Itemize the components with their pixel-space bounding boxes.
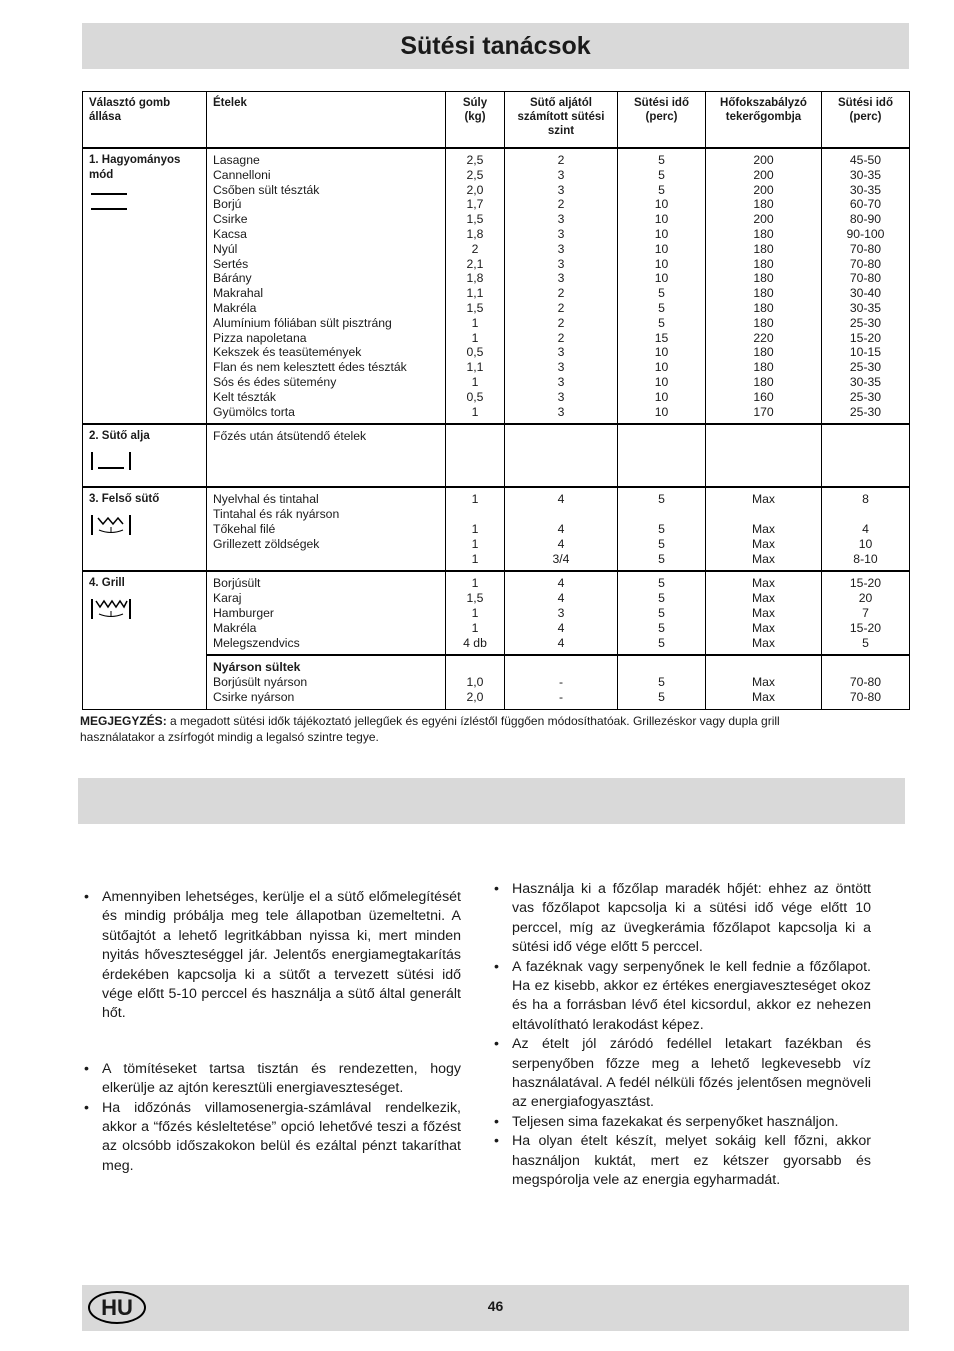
preheat-cell-value: 5: [658, 153, 665, 167]
foods-cell: [207, 148, 446, 424]
level-cell-value: 2: [557, 315, 565, 330]
temp-cell-value: 170: [753, 404, 774, 419]
weight-cell-value: 1: [471, 605, 479, 620]
weight-cell: [446, 487, 505, 571]
bullet-icon: •: [84, 1060, 89, 1077]
foods-cell-value: Borjúsült nyárson: [213, 675, 308, 690]
weight-cell-value: 1: [471, 536, 479, 551]
level-cell-value: 3/4: [552, 551, 570, 566]
time-cell-value: 15-20: [849, 330, 882, 345]
time-cell: [822, 424, 910, 487]
preheat-cell: [618, 655, 706, 709]
preheat-cell-value: 5: [658, 492, 665, 507]
preheat-cell-value: 10: [654, 197, 669, 212]
weight-cell-value: 2,1: [466, 256, 484, 271]
subgroup-heading: Nyárson sültek: [213, 660, 301, 675]
foods-cell: [207, 487, 446, 571]
preheat-cell-value: 5: [658, 689, 665, 704]
title-bar: [82, 23, 909, 69]
list-item: [82, 1060, 461, 1099]
time-cell-value: 30-35: [849, 182, 882, 197]
preheat-cell-value: 5: [658, 536, 665, 551]
level-cell-value: 3: [557, 167, 565, 182]
time-cell-value: 30-35: [849, 167, 882, 182]
tips-list-2: [82, 1060, 461, 1176]
page-title: Sütési tanácsok: [400, 31, 591, 60]
bullet-icon: •: [84, 1099, 89, 1116]
weight-cell-value: 1,8: [466, 271, 484, 286]
tips-list-1: [82, 888, 461, 1024]
preheat-cell: [618, 424, 706, 487]
level-cell-value: 4: [557, 576, 565, 591]
time-cell-value: 70-80: [849, 689, 882, 704]
header-mode: Választó gomb állása: [83, 92, 207, 149]
bullet-icon: •: [494, 1133, 499, 1150]
level-cell-value: 2: [557, 330, 565, 345]
level-cell: [505, 148, 618, 424]
preheat-cell: [618, 487, 706, 571]
preheat-cell-value: 5: [658, 167, 665, 182]
level-cell-value: 3: [557, 271, 565, 286]
preheat-cell-value: 5: [658, 591, 665, 606]
bullet-icon: •: [494, 1036, 499, 1053]
time-cell-value: 25-30: [849, 360, 882, 375]
preheat-cell-value: 5: [658, 605, 665, 620]
weight-cell-value: 1,0: [466, 675, 484, 690]
temp-cell-value: Max: [751, 521, 776, 536]
list-item-text: Teljesen sima fazekakat és serpenyőket használjon.: [512, 1113, 839, 1130]
weight-cell-value: 2,0: [466, 689, 484, 704]
temp-cell-value: Max: [751, 605, 776, 620]
foods-cell-value: Melegszendvics: [213, 635, 300, 650]
level-cell-value: 3: [557, 256, 565, 271]
time-cell-value: 8: [862, 492, 869, 507]
list-item: [492, 958, 871, 1036]
level-cell-value: 3: [557, 182, 565, 197]
time-cell-value: 15-20: [849, 576, 882, 591]
weight-cell-value: 1: [471, 330, 479, 345]
time-cell-value: 10-15: [849, 345, 882, 360]
foods-cell-value: Cannelloni: [213, 167, 271, 182]
temp-cell-value: Max: [751, 689, 776, 704]
mode-label: 1. Hagyományos mód: [89, 154, 181, 181]
list-item: [82, 888, 461, 1024]
foods-cell-value: Gyümölcs torta: [213, 404, 295, 419]
foods-cell-value: Bárány: [213, 271, 252, 286]
weight-cell-value: 1,8: [466, 226, 484, 241]
temp-cell: [706, 424, 822, 487]
level-cell-value: [511, 660, 611, 675]
time-cell: [822, 148, 910, 424]
preheat-cell-value: 5: [658, 315, 665, 330]
temp-cell-value: Max: [751, 620, 776, 635]
time-cell-value: 80-90: [849, 212, 882, 227]
bottom-heat-icon: [89, 450, 200, 476]
temp-cell-value: 220: [753, 330, 774, 345]
top-grill-icon: [89, 513, 200, 541]
foods-cell-value: Karaj: [213, 591, 242, 606]
temp-cell-value: Max: [751, 576, 776, 591]
header-weight: Súly (kg): [446, 92, 505, 149]
language-badge: HU: [88, 1291, 146, 1324]
time-cell-value: 30-40: [849, 286, 882, 301]
level-cell-value: 2: [557, 286, 565, 301]
temp-cell-value: Max: [751, 635, 776, 650]
level-cell-value: 4: [557, 521, 565, 536]
level-cell-value: -: [558, 689, 564, 704]
weight-cell: [446, 148, 505, 424]
weight-cell: [446, 655, 505, 709]
temp-cell-value: Max: [751, 551, 776, 566]
time-cell-value: 4: [862, 521, 869, 536]
foods-cell-value: Grillezett zöldségek: [213, 536, 320, 551]
preheat-cell-value: 10: [654, 241, 669, 256]
level-cell-value: 3: [557, 389, 565, 404]
foods-cell-value: Hamburger: [213, 605, 274, 620]
foods-cell-value: Sós és édes sütemény: [213, 374, 337, 389]
level-cell: [505, 655, 618, 709]
temp-cell-value: 180: [753, 374, 774, 389]
list-item: [492, 1035, 871, 1113]
note: [80, 713, 840, 745]
preheat-cell-value: 5: [658, 182, 665, 197]
time-cell-value: 70-80: [849, 675, 882, 690]
foods-cell-value: Makréla: [213, 620, 257, 635]
temp-cell-value: 180: [753, 345, 774, 360]
foods-cell-value: Csőben sült tészták: [213, 182, 320, 197]
weight-cell-value: 1,1: [466, 360, 484, 375]
weight-cell-value: 2,0: [466, 182, 484, 197]
temp-cell-value: 180: [753, 360, 774, 375]
note-label: MEGJEGYZÉS:: [80, 714, 167, 728]
bullet-icon: •: [494, 1113, 499, 1130]
temp-cell-value: 180: [753, 286, 774, 301]
header-foods: Ételek: [207, 92, 446, 149]
foods-cell-value: Borjú: [213, 197, 242, 212]
weight-cell-value: 1,5: [466, 300, 484, 315]
conventional-mode-icon: [89, 189, 200, 217]
weight-cell-value: 1: [471, 551, 479, 566]
temp-cell-value: 200: [753, 212, 774, 227]
temp-cell-value: 180: [753, 315, 774, 330]
list-item: [492, 1132, 871, 1190]
weight-cell-value: 1: [471, 315, 479, 330]
weight-cell-value: 1,7: [466, 197, 484, 212]
weight-cell-value: 1: [471, 521, 479, 536]
level-cell-value: 2: [557, 197, 565, 212]
list-item-text: Az ételt jól záródó fedéllel letakart fazékban és serpenyőben főzze meg a lehető legkevesebb víz használatával. A fedél nélküli főzés jelentősen megnöveli az energiafogyasztást.: [512, 1036, 871, 1111]
time-cell-value: 30-35: [849, 300, 882, 315]
level-cell-value: 4: [557, 591, 565, 606]
mode-cell: [83, 487, 207, 571]
note-text: a megadott sütési idők tájékoztató jellegűek és egyéni ízléstől függően módosíthatóak. Grillezéskor vagy dupla grill használatakor a zsírfogót mindig a legalsó szintre tegye.: [80, 714, 780, 744]
preheat-cell-value: 10: [654, 256, 669, 271]
foods-cell-value: Makrahal: [213, 286, 264, 301]
time-cell-value: 7: [862, 605, 869, 620]
time-cell-value: [828, 660, 903, 675]
weight-cell-value: 2,5: [466, 153, 484, 167]
temp-cell-value: 200: [753, 167, 774, 182]
weight-cell-value: 1: [471, 404, 479, 419]
foods-cell-value: Alumínium fóliában sült pisztráng: [213, 315, 392, 330]
foods-cell: [207, 655, 446, 709]
time-cell-value: 70-80: [849, 241, 882, 256]
level-cell-value: 3: [557, 360, 565, 375]
weight-cell: [446, 424, 505, 487]
mode-label: 3. Felső sütő: [89, 493, 160, 506]
level-cell: [505, 571, 618, 655]
foods-cell-value: Flan és nem kelesztett édes tészták: [213, 360, 407, 375]
time-cell-value: 25-30: [849, 389, 882, 404]
cooking-table: [82, 91, 910, 710]
temp-cell-value: 180: [753, 241, 774, 256]
time-cell-value: 60-70: [849, 197, 882, 212]
mode-cell: [83, 148, 207, 424]
foods-cell-value: Sertés: [213, 256, 249, 271]
preheat-cell-value: 10: [654, 404, 669, 419]
right-tips-column: [492, 880, 871, 1191]
preheat-cell-value: 10: [654, 374, 669, 389]
level-cell-value: 4: [557, 620, 565, 635]
time-cell-value: 45-50: [849, 153, 882, 167]
temp-cell-value: 180: [753, 197, 774, 212]
time-cell-value: 10: [858, 536, 873, 551]
time-cell-value: 25-30: [849, 404, 882, 419]
weight-cell-value: 1,5: [466, 591, 484, 606]
time-cell-value: 90-100: [846, 226, 885, 241]
temp-cell: [706, 655, 822, 709]
temp-cell-value: 180: [753, 300, 774, 315]
level-cell-value: 4: [557, 536, 565, 551]
table-row: [83, 487, 910, 571]
weight-cell-value: 0,5: [466, 345, 484, 360]
list-item-text: Amennyiben lehetséges, kerülje el a sütő előmelegítését és mindig próbálja meg tele állapotban üzemeltetni. A sütőajtót a lehető legritkábban nyissa ki, mert minden nyitás hőveszteséggel jár. Jelentős energiamegtakarítás érdekében kapcsolja ki a sütőt a tervezett sütési idő vége előtt 5-10 perccel és használja a sütő által generált hőt.: [102, 889, 461, 1022]
preheat-cell-value: 5: [658, 620, 665, 635]
table-row: [83, 148, 910, 424]
header-thermostat: Hőfokszabályzó tekerőgombja: [706, 92, 822, 149]
level-cell-value: 2: [557, 300, 565, 315]
weight-cell-value: 4 db: [463, 635, 487, 650]
temp-cell-value: Max: [751, 492, 776, 507]
foods-cell-value: Csirke nyárson: [213, 689, 295, 704]
time-cell-value: 70-80: [849, 271, 882, 286]
time-cell-value: 15-20: [849, 620, 882, 635]
header-preheat: Sütési idő (perc): [618, 92, 706, 149]
foods-cell-value: Nyúl: [213, 241, 238, 256]
double-grill-icon: [89, 597, 200, 625]
weight-cell-value: 1: [471, 576, 479, 591]
preheat-cell-value: 5: [658, 635, 665, 650]
preheat-cell-value: 5: [658, 521, 665, 536]
time-cell-value: 8-10: [853, 551, 878, 566]
footer-bar: [82, 1285, 909, 1331]
level-cell-value: 3: [557, 345, 565, 360]
weight-cell-value: 1: [471, 620, 479, 635]
level-cell-value: 4: [557, 492, 565, 507]
mode-label: 2. Sütő alja: [89, 430, 150, 443]
preheat-cell-value: 10: [654, 360, 669, 375]
list-item-text: A tömítéseket tartsa tisztán és rendezetten, hogy elkerülje az ajtón keresztüli energiaveszteséget.: [102, 1060, 461, 1097]
temp-cell: [706, 487, 822, 571]
mode-cell: [83, 571, 207, 709]
weight-cell-value: [452, 507, 498, 522]
weight-cell-value: 0,5: [466, 389, 484, 404]
weight-cell: [446, 571, 505, 655]
time-cell-value: 5: [862, 635, 869, 650]
foods-cell-value: Makréla: [213, 300, 257, 315]
page-number: 46: [487, 1298, 504, 1314]
level-cell-value: 2: [557, 153, 565, 167]
temp-cell-value: Max: [751, 675, 776, 690]
list-item: [492, 1113, 871, 1132]
temp-cell-value: Max: [751, 591, 776, 606]
level-cell-value: -: [558, 675, 564, 690]
weight-cell-value: 1,5: [466, 212, 484, 227]
table-row: [83, 571, 910, 655]
preheat-cell-value: 15: [654, 330, 669, 345]
foods-cell-value: Kelt tészták: [213, 389, 276, 404]
foods-cell-value: Kekszek és teasütemények: [213, 345, 362, 360]
preheat-cell-value: 5: [658, 551, 665, 566]
preheat-cell-value: 10: [654, 271, 669, 286]
level-cell-value: 3: [557, 241, 565, 256]
tips-list-3: [492, 880, 871, 1191]
time-cell-value: 25-30: [849, 315, 882, 330]
list-item-text: Használja ki a főzőlap maradék hőjét: ehhez az öntött vas főzőlapot kapcsolja ki a sütési idő vége előtt 10 perccel, míg az üvegkerámia főzőlapot kapcsolja ki a sütési idő vége előtt 5 perccel.: [512, 881, 871, 956]
level-cell-value: [511, 507, 611, 522]
list-item-text: Ha olyan ételt készít, melyet sokáig kell főzni, akkor használjon kuktát, mert ez kétszer gyorsabb és megspórolja vele az energia egyharmadát.: [512, 1133, 871, 1189]
preheat-cell-value: 5: [658, 576, 665, 591]
foods-cell-value: Csirke: [213, 212, 248, 227]
preheat-cell-value: 10: [654, 389, 669, 404]
level-cell-value: 3: [557, 605, 565, 620]
time-cell-value: 30-35: [849, 374, 882, 389]
foods-cell-value: Pizza napoletana: [213, 330, 307, 345]
preheat-cell-value: 10: [654, 345, 669, 360]
foods-cell-value: Borjúsült: [213, 576, 261, 591]
time-cell-value: 70-80: [849, 256, 882, 271]
preheat-cell-value: 5: [658, 300, 665, 315]
temp-cell-value: 180: [753, 256, 774, 271]
temp-cell: [706, 148, 822, 424]
level-cell: [505, 424, 618, 487]
bullet-icon: •: [494, 881, 499, 897]
foods-cell-value: Főzés után átsütendő ételek: [213, 429, 367, 444]
left-tips-column: [82, 888, 461, 1176]
header-level: Sütő aljától számított sütési szint: [505, 92, 618, 149]
mode-cell: [83, 424, 207, 487]
time-cell-value: [828, 507, 903, 522]
temp-cell: [706, 571, 822, 655]
foods-cell-value: Lasagne: [213, 153, 260, 167]
bullet-icon: •: [494, 958, 499, 975]
table-row: [83, 424, 910, 487]
table-row: [83, 655, 910, 709]
temp-cell-value: [712, 507, 815, 522]
bullet-icon: •: [84, 889, 89, 905]
weight-cell-value: 2,5: [466, 167, 484, 182]
level-cell-value: 3: [557, 226, 565, 241]
foods-cell: [207, 424, 446, 487]
foods-cell-value: Nyelvhal és tintahal: [213, 492, 319, 507]
time-cell: [822, 655, 910, 709]
temp-cell-value: 200: [753, 182, 774, 197]
level-cell-value: 3: [557, 374, 565, 389]
weight-cell-value: 2: [471, 241, 479, 256]
preheat-cell-value: [624, 660, 699, 675]
foods-cell-value: Tintahal és rák nyárson: [213, 507, 340, 522]
weight-cell-value: 1,1: [466, 286, 484, 301]
preheat-cell: [618, 148, 706, 424]
list-item-text: A fazéknak vagy serpenyőnek le kell fednie a főzőlapot. Ha ez kisebb, akkor ez értékes energiaveszteséget okoz és ha a forrásban lévő étel kicsordul, akkor ez nehezen eltávolítható lerakodást képez.: [512, 958, 871, 1033]
foods-cell-value: Tőkehal filé: [213, 521, 276, 536]
temp-cell-value: 180: [753, 271, 774, 286]
foods-cell-value: Kacsa: [213, 226, 247, 241]
list-item: [492, 880, 871, 958]
level-cell-value: 4: [557, 635, 565, 650]
temp-cell-value: Max: [751, 536, 776, 551]
time-cell-value: 20: [858, 591, 873, 606]
preheat-cell-value: 10: [654, 212, 669, 227]
temp-cell-value: 160: [753, 389, 774, 404]
table-header-row: [83, 92, 910, 149]
preheat-cell-value: [624, 507, 699, 522]
preheat-cell-value: 10: [654, 226, 669, 241]
header-time: Sütési idő (perc): [822, 92, 910, 149]
preheat-cell-value: 5: [658, 675, 665, 690]
weight-cell-value: 1: [471, 492, 479, 507]
temp-cell-value: 200: [753, 153, 774, 167]
weight-cell-value: 1: [471, 374, 479, 389]
list-item-text: Ha időzónás villamosenergia-számlával rendelkezik, akkor a “főzés késleltetése” opció lehetővé teszi a főzést az olcsóbb időszakokon belül és ezáltal pénzt takaríthat meg.: [102, 1099, 461, 1174]
weight-cell-value: [452, 660, 498, 675]
level-cell-value: 3: [557, 212, 565, 227]
preheat-cell-value: 5: [658, 286, 665, 301]
level-cell-value: 3: [557, 404, 565, 419]
level-cell: [505, 487, 618, 571]
foods-cell: [207, 571, 446, 655]
temp-cell-value: [712, 660, 815, 675]
preheat-cell: [618, 571, 706, 655]
mode-label: 4. Grill: [89, 577, 125, 590]
time-cell: [822, 487, 910, 571]
list-item: [82, 1099, 461, 1177]
time-cell: [822, 571, 910, 655]
temp-cell-value: 180: [753, 226, 774, 241]
section-band: [78, 778, 905, 824]
